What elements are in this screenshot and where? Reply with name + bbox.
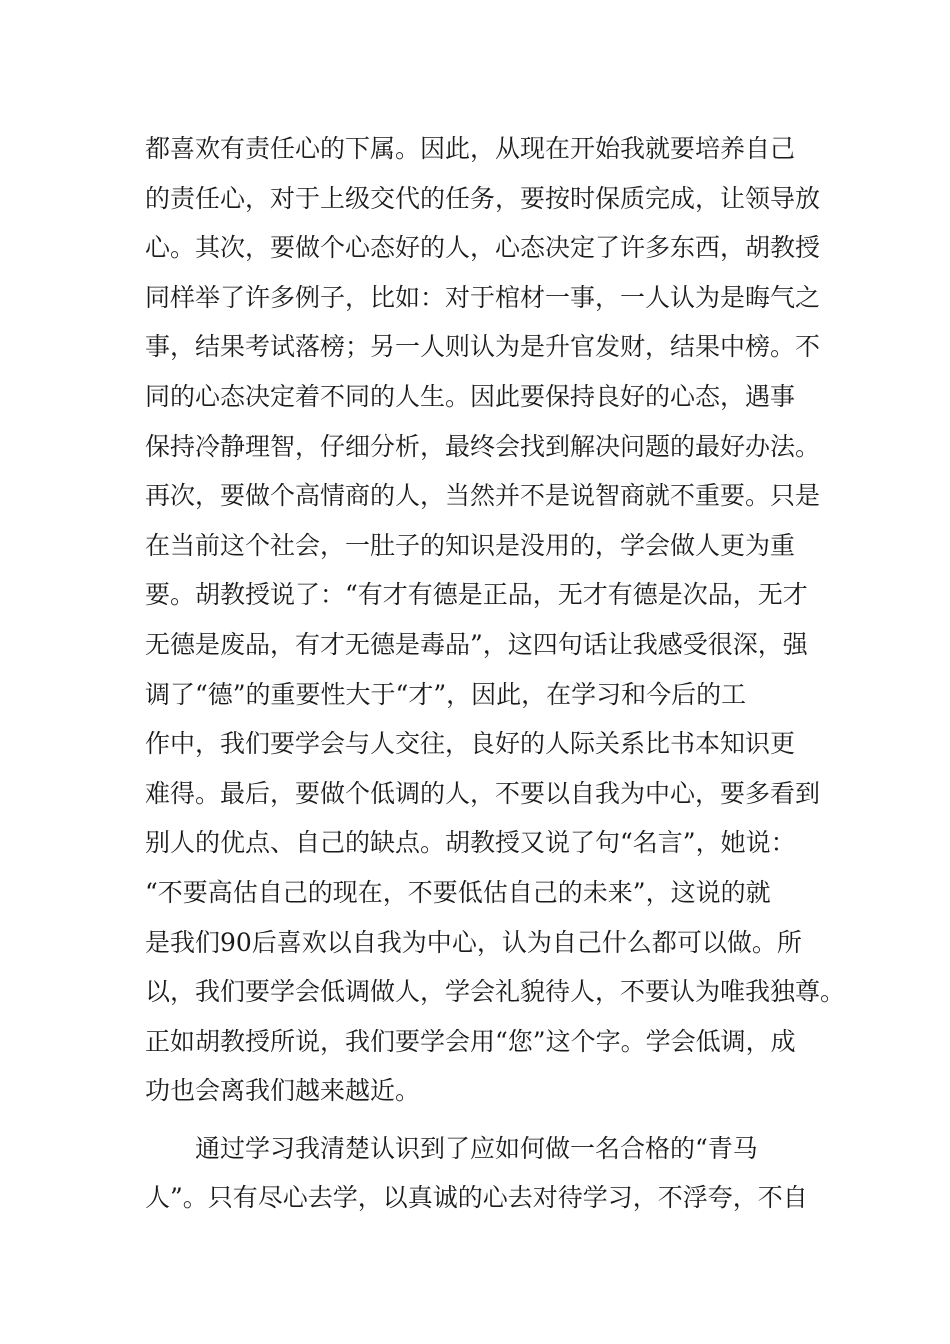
text-line: 难得。最后，要做个低调的人，不要以自我为中心，要多看到: [145, 778, 821, 808]
paragraph: [145, 1124, 825, 1223]
text-line: 调了“德”的重要性大于“才”，因此，在学习和今后的工: [145, 679, 747, 709]
text-line: 作中，我们要学会与人交往，良好的人际关系比书本知识更: [145, 729, 796, 759]
body-text: [145, 124, 846, 1223]
text-line: 同样举了许多例子，比如：对于棺材一事，一人认为是晦气之: [145, 282, 821, 312]
text-line: 要。胡教授说了：“有才有德是正品，无才有德是次品，无才: [145, 580, 808, 610]
text-line: “不要高估自己的现在，不要低估自己的未来”，这说的就: [145, 877, 771, 907]
text-line: 心。其次，要做个心态好的人，心态决定了许多东西，胡教授: [145, 233, 821, 263]
text-line: 无德是废品，有才无德是毒品”，这四句话让我感受很深，强: [145, 629, 808, 659]
text-line: 以，我们要学会低调做人，学会礼貌待人，不要认为唯我独尊。: [145, 977, 846, 1007]
paragraph: [145, 124, 846, 1116]
text-line: 在当前这个社会，一肚子的知识是没用的，学会做人更为重: [145, 530, 796, 560]
paragraph-gap: [145, 1116, 825, 1124]
text-line: 同的心态决定着不同的人生。因此要保持良好的心态，遇事: [145, 381, 796, 411]
text-line: 别人的优点、自己的缺点。胡教授又说了句“名言”，她说：: [145, 828, 796, 858]
text-line: 的责任心，对于上级交代的任务，要按时保质完成，让领导放: [145, 183, 821, 213]
text-line: 保持冷静理智，仔细分析，最终会找到解决问题的最好办法。: [145, 431, 821, 461]
text-line: 再次，要做个高情商的人，当然并不是说智商就不重要。只是: [145, 481, 821, 511]
text-line: 事，结果考试落榜；另一人则认为是升官发财，结果中榜。不: [145, 332, 821, 362]
text-line: 正如胡教授所说，我们要学会用“您”这个字。学会低调，成: [145, 1026, 796, 1056]
text-line: 都喜欢有责任心的下属。因此，从现在开始我就要培养自己: [145, 134, 796, 163]
text-line: 通过学习我清楚认识到了应如何做一名合格的“青马: [195, 1133, 758, 1163]
text-line: 是我们90后喜欢以自我为中心，认为自己什么都可以做。所: [145, 927, 802, 957]
text-line: 功也会离我们越来越近。: [145, 1076, 421, 1106]
text-line: 人”。只有尽心去学，以真诚的心去对待学习，不浮夸，不自: [145, 1183, 808, 1213]
